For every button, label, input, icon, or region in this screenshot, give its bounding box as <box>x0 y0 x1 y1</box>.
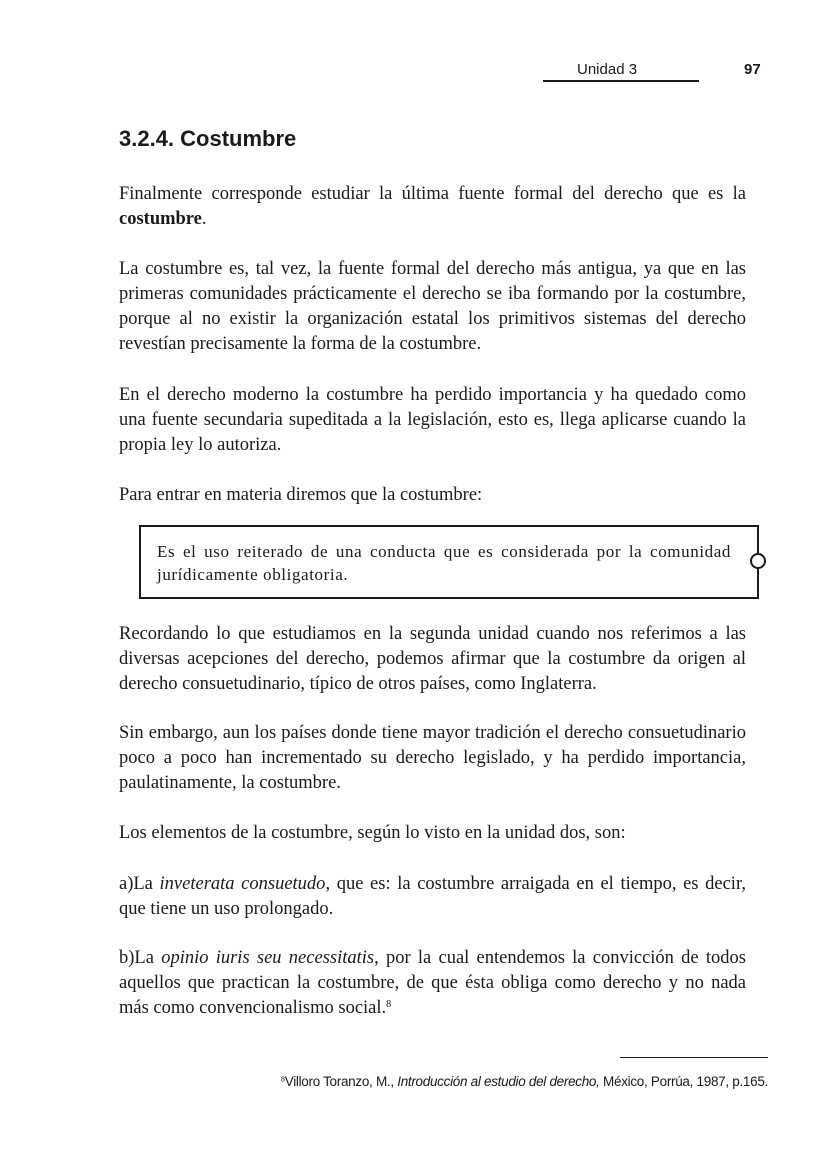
footnote-author: Villoro Toranzo, M., <box>284 1074 398 1089</box>
footnote <box>140 1073 768 1091</box>
footnote-number: 8 <box>280 1074 285 1084</box>
list-item-b-lead: La <box>134 948 162 968</box>
list-item-a-text: , que es: la costumbre arraigada en el tiempo, es decir, que tiene un uso prolongado. <box>119 874 746 919</box>
list-item-b-text: , por la cual entendemos la convicción de todos aquellos que practican la costumbre, de que ésta obliga como derecho y no nada más como convencionalismo social. <box>119 948 746 1018</box>
list-item-a-lead: La <box>133 874 160 894</box>
list-item-b <box>119 946 746 1021</box>
paragraph-intro-text: Finalmente corresponde estudiar la última fuente formal del derecho que es la <box>119 184 746 204</box>
term-inveterata: inveterata consuetudo <box>159 874 326 894</box>
term-costumbre: costumbre <box>119 209 202 229</box>
paragraph-elements-lead: Los elementos de la costumbre, según lo visto en la unidad dos, son: <box>119 823 626 843</box>
footnote-divider <box>620 1057 768 1058</box>
footnote-publication: México, Porrúa, 1987, p.165. <box>599 1074 768 1089</box>
paragraph-intro <box>119 182 746 232</box>
paragraph-history: La costumbre es, tal vez, la fuente formal del derecho más antigua, ya que en las primeras comunidades prácticamente el derecho se iba formando por la costumbre, porque al no existir la organización estatal los primitivos sistemas del derecho revestían precisamente la forma de la costumbre. <box>119 259 746 354</box>
list-item-a <box>119 872 746 922</box>
paragraph-definition-lead: Para entrar en materia diremos que la costumbre: <box>119 485 483 505</box>
page-number: 97 <box>744 61 761 78</box>
paragraph-consuetudinary: Recordando lo que estudiamos en la segunda unidad cuando nos referimos a las diversas acepciones del derecho, podemos afirmar que la costumbre da origen al derecho consuetudinario, típico de otros países, como Inglaterra. <box>119 624 746 694</box>
paragraph-modern-law: En el derecho moderno la costumbre ha perdido importancia y ha quedado como una fuente secundaria supeditada a la legislación, esto es, llega aplicarse cuando la propia ley lo autoriza. <box>119 385 746 455</box>
footnote-title: Introducción al estudio del derecho, <box>397 1074 600 1089</box>
definition-text: Es el uso reiterado de una conducta que es considerada por la comunidad jurídicamente obligatoria. <box>157 542 731 584</box>
section-title: 3.2.4. Costumbre <box>119 126 297 151</box>
list-marker-b: b) <box>119 948 135 968</box>
list-marker-a: a) <box>119 874 134 894</box>
definition-box <box>139 525 759 599</box>
footnote-reference: 8 <box>386 998 392 1010</box>
running-header-unit: Unidad 3 <box>543 60 699 82</box>
ring-marker-icon <box>750 553 766 569</box>
paragraph-intro-end: . <box>201 209 207 229</box>
term-opinio-iuris: opinio iuris seu necessitatis <box>161 948 375 968</box>
paragraph-legislated: Sin embargo, aun los países donde tiene mayor tradición el derecho consuetudinario poco a poco han incrementado su derecho legislado, y ha perdido importancia, paulatinamente, la costumbre. <box>119 723 746 793</box>
